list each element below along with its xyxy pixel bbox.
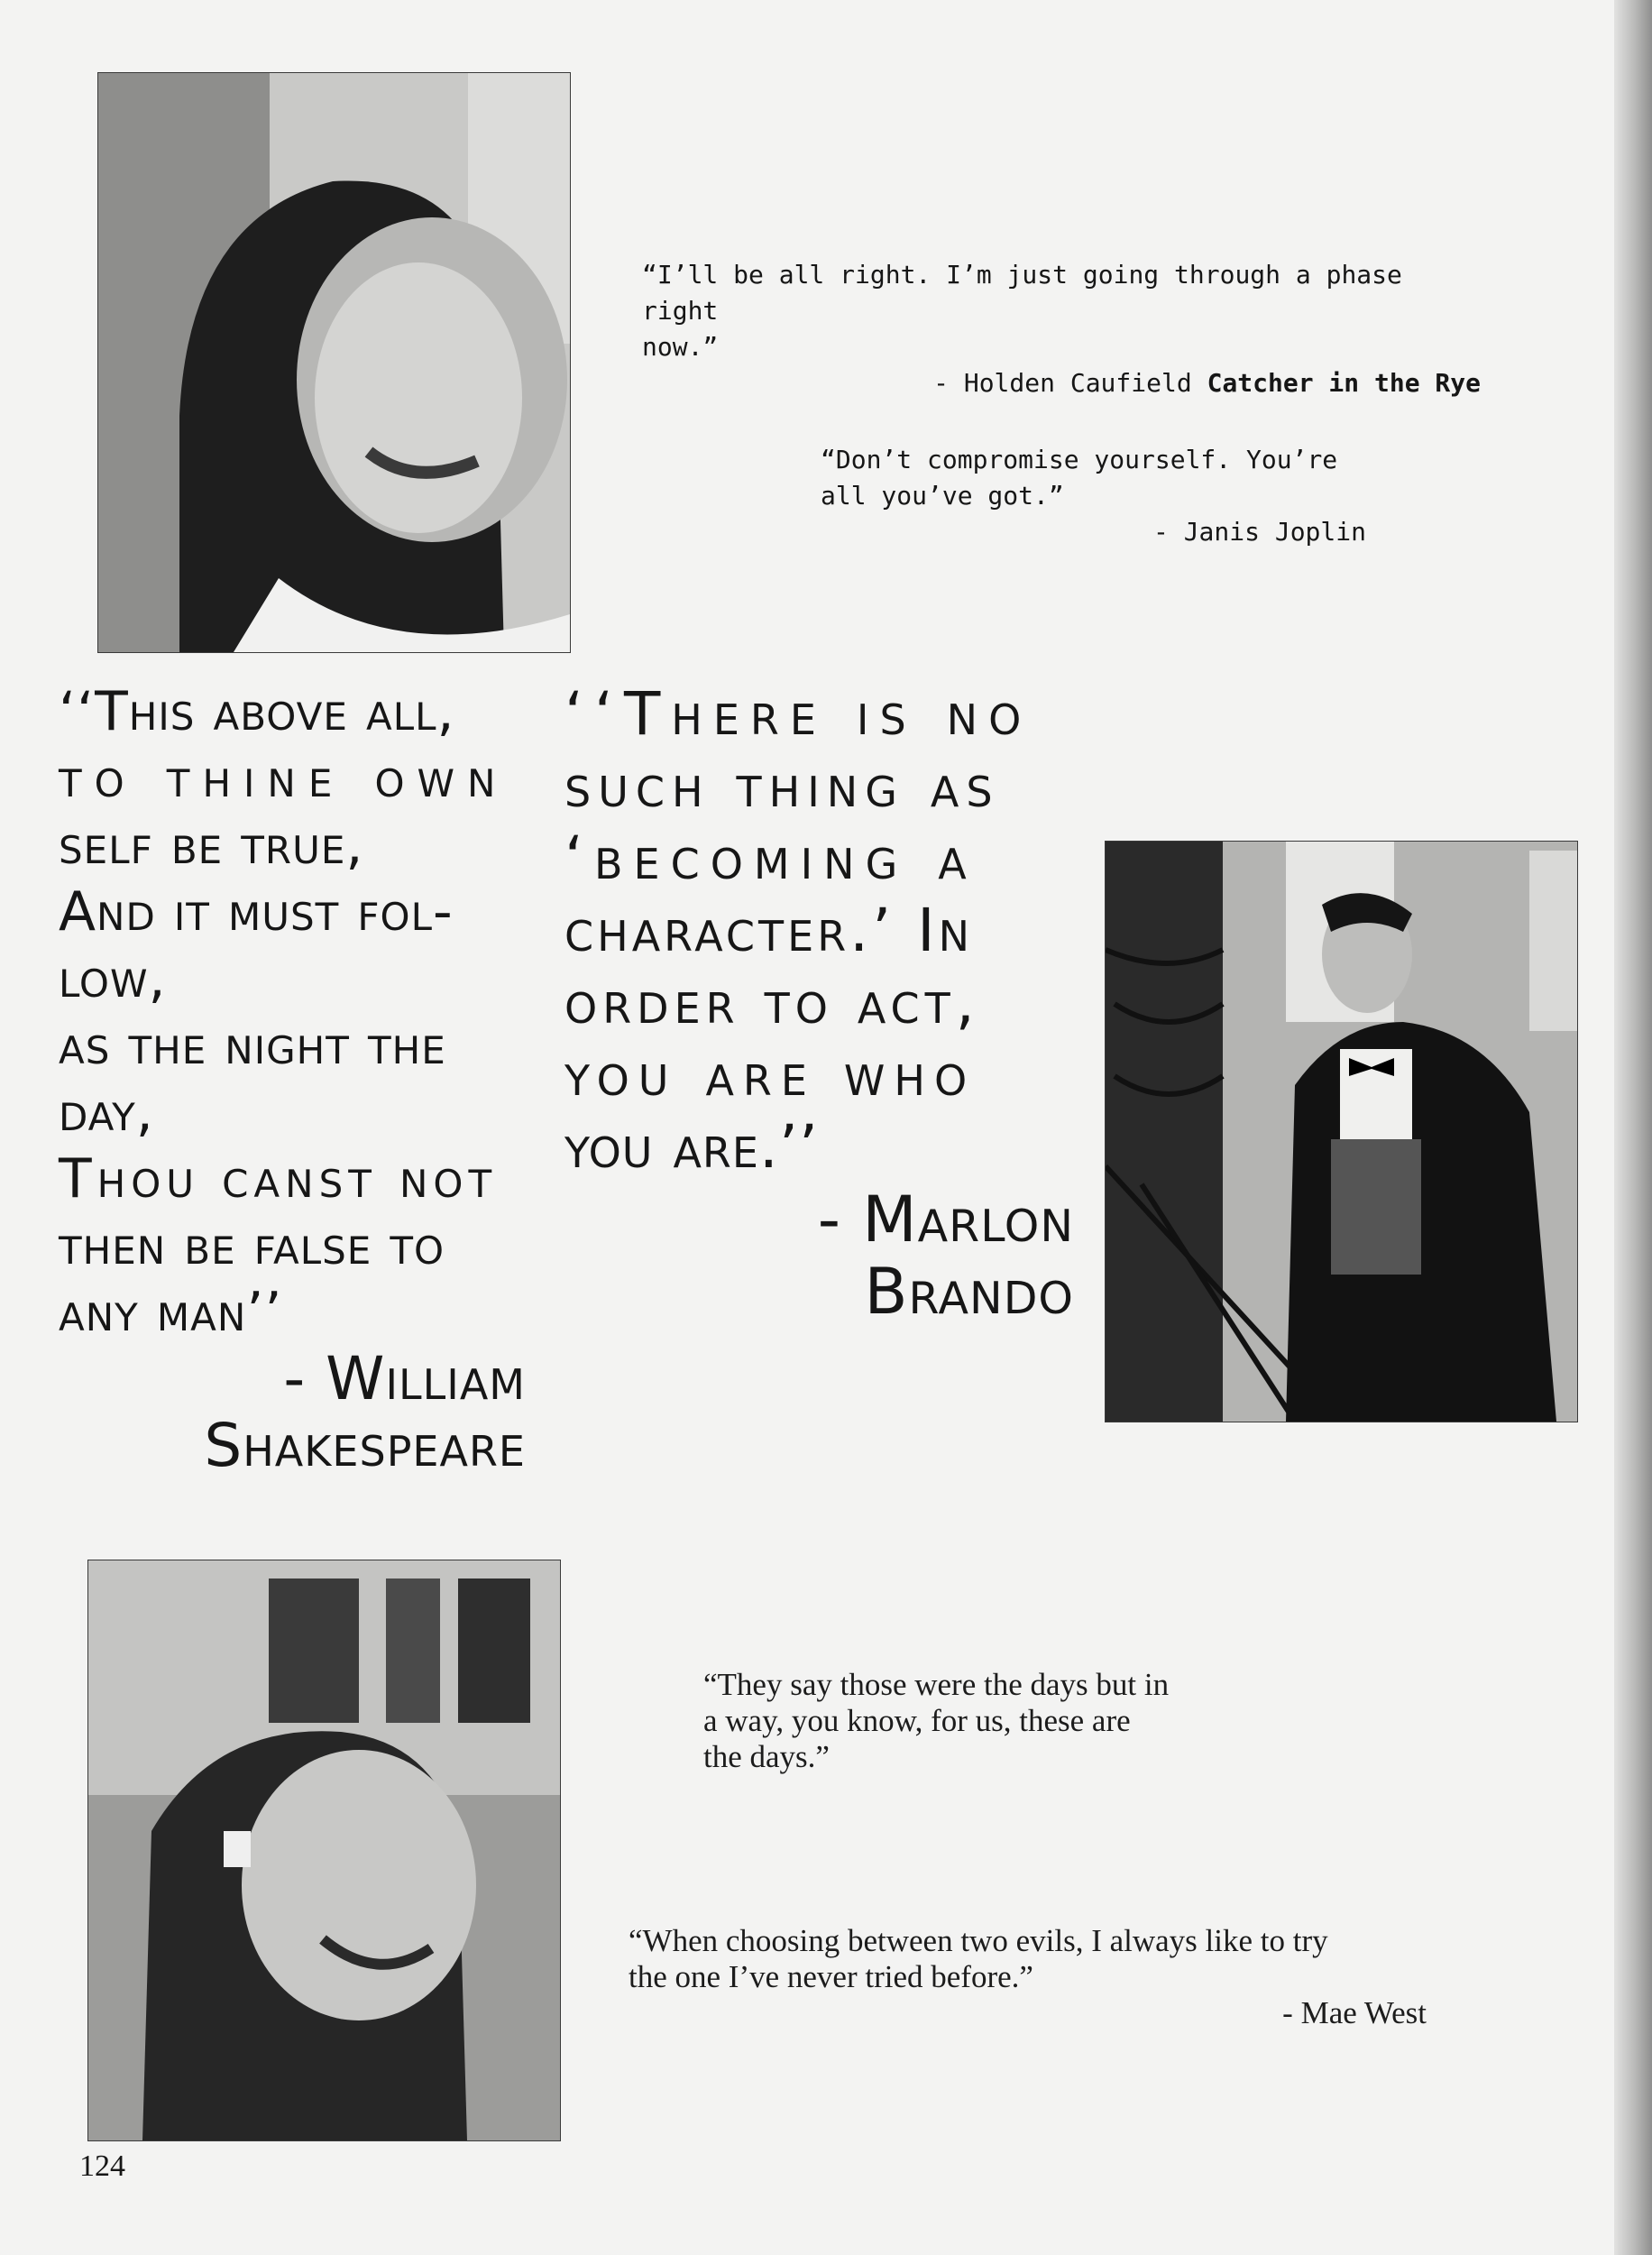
portrait-photo-woman [97, 72, 571, 653]
brando-line: you are who [564, 1040, 977, 1109]
quote-holden-attribution [642, 365, 1481, 401]
quote-holden-line2: now.” [642, 332, 719, 362]
portrait-photo-girl [87, 1560, 561, 2141]
holden-attribution-book: Catcher in the Rye [1207, 368, 1481, 398]
brando-attribution-1: - Marlon [817, 1183, 1074, 1256]
shakespeare-attribution-1: - William [283, 1344, 526, 1413]
quote-days-line3: the days.” [703, 1739, 830, 1774]
quote-days-line1: “They say those were the days but in [703, 1667, 1170, 1702]
quote-holden-line1: “I’ll be all right. I’m just going through a phase right [642, 260, 1402, 326]
page-number: 124 [79, 2149, 125, 2183]
shakespeare-line: as the night the [59, 1014, 446, 1077]
quote-days [703, 1667, 1262, 1775]
quote-joplin [821, 442, 1366, 550]
shakespeare-line: low, [59, 947, 167, 1010]
brando-line: ‘becoming a [564, 824, 977, 893]
quote-joplin-attribution: - Janis Joplin [1152, 517, 1366, 547]
brando-line: you are.’’ [564, 1112, 819, 1182]
brando-line: ‘‘There is no [564, 679, 1032, 749]
portrait-photo-man [1105, 841, 1578, 1422]
quote-days-line2: a way, you know, for us, these are [703, 1703, 1131, 1738]
shakespeare-line: day, [59, 1081, 154, 1144]
brando-attribution-2: Brando [864, 1255, 1074, 1329]
holden-attribution-name: - Holden Caufield [933, 368, 1192, 398]
shakespeare-attribution-2: Shakespeare [204, 1411, 526, 1480]
quote-shakespeare [59, 678, 526, 1479]
shakespeare-line: to thine own [59, 747, 509, 810]
quote-joplin-line1: “Don’t compromise yourself. You’re [821, 445, 1338, 474]
brando-line: order to act, [564, 968, 980, 1037]
brando-line: character.’ In [564, 896, 973, 965]
quote-west-attribution: - Mae West [1282, 1995, 1427, 2030]
shakespeare-line: any man’’ [59, 1281, 283, 1344]
shakespeare-line: Thou canst not [59, 1147, 498, 1210]
brando-line: such thing as [564, 751, 1000, 821]
quote-holden [642, 257, 1481, 401]
quote-west [629, 1923, 1427, 2031]
quote-joplin-line2: all you’ve got.” [821, 481, 1064, 511]
quote-west-line2: the one I’ve never tried before.” [629, 1959, 1033, 1994]
quote-west-line1: “When choosing between two evils, I always like to try [629, 1923, 1328, 1958]
shakespeare-line: self be true, [59, 814, 364, 877]
shakespeare-line: then be false to [59, 1214, 445, 1277]
page-edge-shadow [1614, 0, 1652, 2255]
shakespeare-line: And it must fol- [59, 880, 454, 943]
shakespeare-line: ‘‘This above all, [59, 680, 455, 743]
quote-brando [564, 678, 1074, 1328]
